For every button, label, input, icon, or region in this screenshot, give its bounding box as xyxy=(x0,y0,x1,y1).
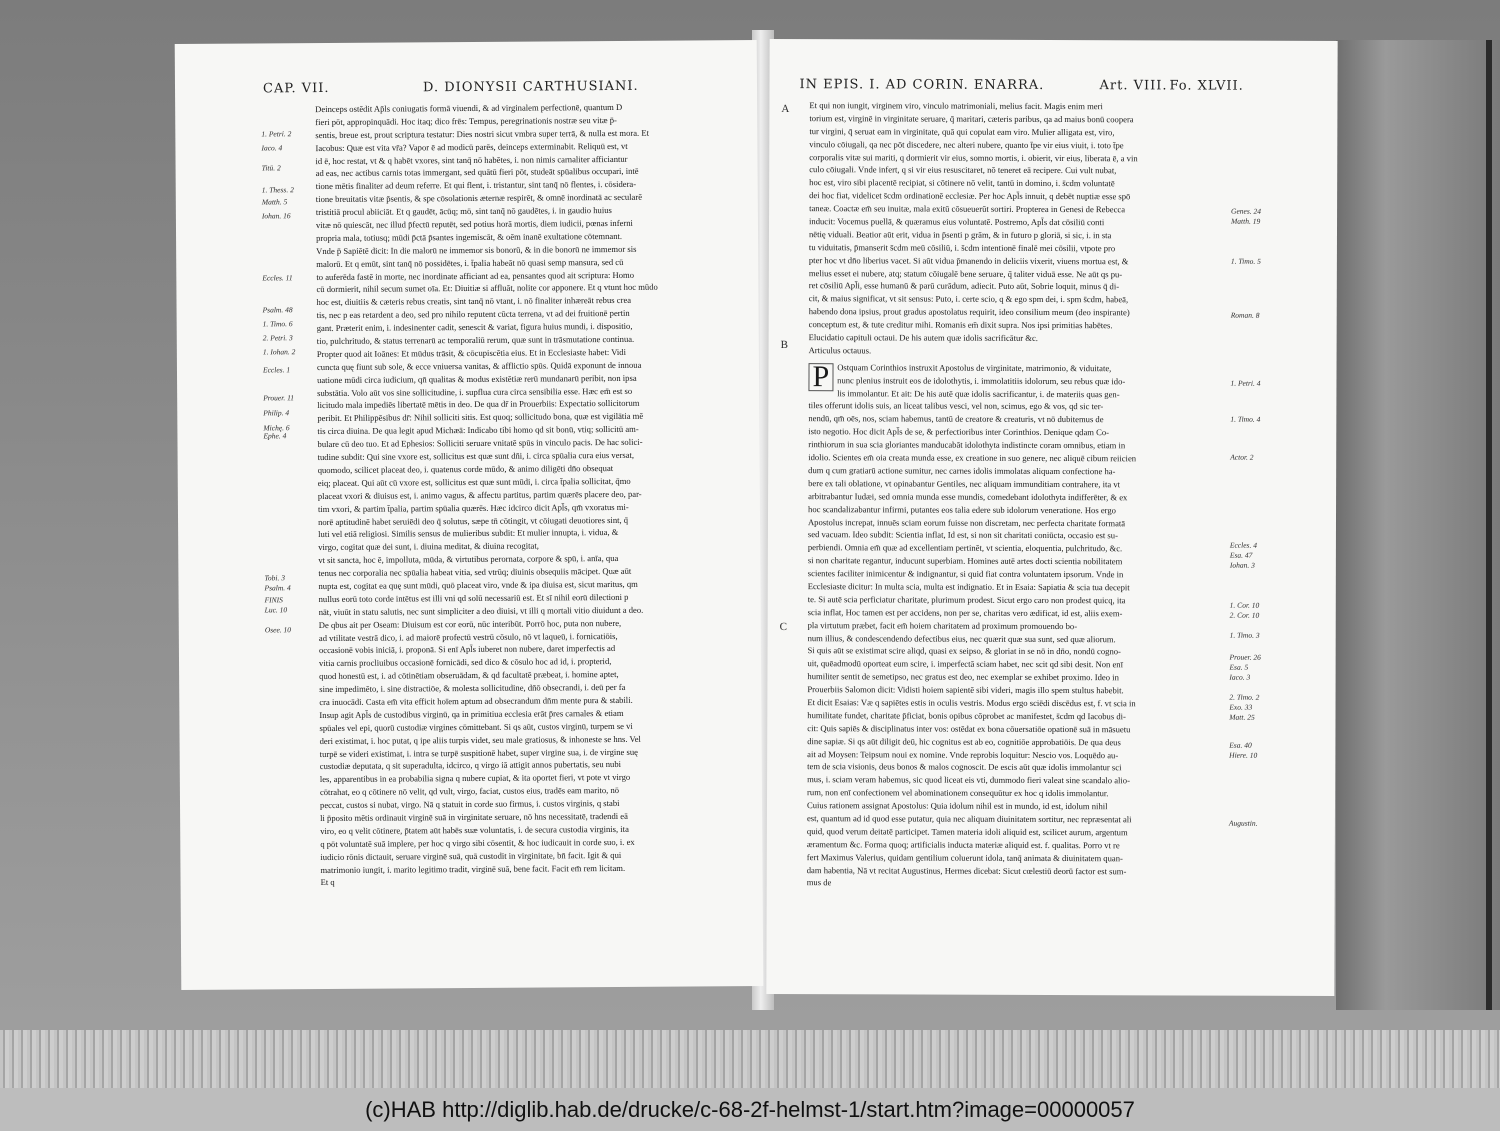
margin-note: Titū. 2 xyxy=(261,163,281,173)
margin-note: 2. Petri. 3 xyxy=(262,333,293,343)
folio-number: Fo. XLVII. xyxy=(1169,78,1244,94)
text-line: rum, non enī confectionem vel abominationem consequūtur ex hoc q idolis immolantur. xyxy=(807,787,1109,799)
text-line: quod honestū est, i. ad cōtinētiam obseruādam, & qd facultatē præbeat, i. homine aptet, xyxy=(319,669,619,682)
text-line: nāt, viuūt in statu salutis, nec sunt simpliciter a deo diuisi, vt illi q mortali vitio diuidunt a deo. xyxy=(318,604,644,617)
margin-note: Matth. 5 xyxy=(261,197,288,207)
text-line: Et qui non iungit, virginem viro, vinculo matrimoniali, melius facit. Magis enim meri xyxy=(809,100,1103,112)
text-line: Vnde p̄ Sapiētē dicit: In die malorū ne immemor sis bonorū, & in die bonorū ne immemor sis xyxy=(316,243,637,256)
text-line: cra inuocādi. Casta em̄ vita efficit hoīem aptum ad obsecrandum dn̄m mente pura & stabili. xyxy=(319,694,633,708)
margin-note: Prouer. 26 xyxy=(1229,652,1261,662)
text-line: uit, quēadmodū oporteat eum scire, i. imperfectā sciam habet, nec scit qd sibi desit. Non enī xyxy=(807,658,1124,670)
margin-note: 1. Timo. 4 xyxy=(1230,414,1261,424)
text-line: ait ad Moysen: Teipsum noui ex nomine. Vnde reprobis loquitur: Nescio vos. Loquēdo au- xyxy=(807,748,1119,760)
text-line: fert Maximus Valerius, quidam gentilium coluerunt idola, tanq̄ animata & diuinitatem quan- xyxy=(806,851,1123,863)
margin-note: 1. Timo. 3 xyxy=(1229,630,1260,640)
text-line: id ē, hoc restat, vt & q habēt vxores, sint tanq̄ nō habētes, i. non nimis carnaliter afficiantur xyxy=(315,153,628,166)
text-line: fieri pōt, appropinquādi. Hoc itaq; dico frēs: Tempus, peregrinationis nostræ seu vitæ p̄- xyxy=(315,114,617,127)
text-line: isto negotio. Hoc dicit Apl̄s de se, & perfectioribus inter Corinthios. Denique qdam Co- xyxy=(808,426,1110,438)
text-line: dam habentia, Nā vt recitat Augustinus, Hermes dicebat: Sicut cœlestiū deorū factor est sum- xyxy=(806,864,1127,876)
margin-note: Psalm. 48 xyxy=(262,305,293,315)
margin-note: Exo. 33 xyxy=(1229,702,1253,712)
scan-artifact xyxy=(0,1030,1500,1088)
text-line: idolio. Scientes em̄ oia creata munda esse, ex creatione in suo genere, nec aliquē cibum reiicien xyxy=(808,452,1137,464)
text-line: Iacobus: Quæ est vita vr̄a? Vapor ē ad modicū parēs, deinceps exterminabit. Reliquū est, vt xyxy=(315,140,628,153)
margin-note: 1. Timo. 6 xyxy=(262,319,293,329)
text-line: placeat vxori & diuisus est, i. animo vagus, & affectu partitus, partim quærēs placere deo, par- xyxy=(317,488,642,501)
text-line: tur virgini, q̄ seruat eam in virginitate, quā qui copulat eam viro. Mulier alligata est, viro, xyxy=(809,125,1115,137)
text-line: les, apparentibus in ea probabilia signa q nubere cupiat, & ita oportet fieri, vt pote vt virgo xyxy=(319,772,631,785)
text-line: cit, & maius significat, vt sit sensus: Puto, i. certe scio, q & ego spm dei, i. spm s̄cdm, habeā, xyxy=(808,293,1129,305)
left-page-text xyxy=(315,100,750,889)
text-line: tione mētis finaliter ad deum referre. Et qui flent, i. tristantur, sint tanq̄ nō flentes, i. cōsidera- xyxy=(315,179,637,192)
margin-note: FINIS xyxy=(264,595,283,605)
text-line: nupta est, cogitat ea quę sunt mūdi, quō placeat viro, vnde & ipa diuisa est, sicut maritus, qm xyxy=(318,578,638,592)
running-title: D. DIONYSII CARTHUSIANI. xyxy=(422,78,639,96)
text-line: sed vacuam. Ideo subdit: Scientia inflat, Id est, si non sit charitati coniūcta, occasio est su- xyxy=(807,529,1118,541)
text-line: licitudo mala impediēs libertatē mētis in deo. De qua dr̄ in Prouerbiis: Expectatio sollicitorum xyxy=(317,398,640,411)
text-line: substātia. Volo aūt vos sine sollicitudine, i. supflua cura circa sensibilia esse. Hæc em̄ est so xyxy=(317,385,633,398)
text-line: sentis, breue est, prout scriptura testatur: Dies nostri sicut vmbra super terrā, & nulla est mora. Et xyxy=(315,127,650,140)
text-line: num illius, & condescendendo defectibus eius, nec quærit quæ sua sunt, sed quæ aliorum. xyxy=(807,632,1116,644)
left-page xyxy=(175,40,764,990)
text-line: tem de scia visionis, deus bonos & malos cognoscit. De escis aūt quæ idolis immolantur sci xyxy=(807,761,1122,773)
text-line: gant. Præterit enim, i. indesinenter cadit, senescit & variat, figura huius mundi, i. dispositio, xyxy=(316,320,633,334)
margin-note: Iaco. 3 xyxy=(1229,672,1251,682)
margin-note: Eccles. 11 xyxy=(262,273,293,283)
margin-note: Osee. 10 xyxy=(264,625,292,635)
margin-note: Iohan. 3 xyxy=(1229,560,1255,570)
text-line: nētię viduali. Beatior aūt erit, vidua in p̄senti p grām, & in futuro p gloriā, si sic, i. in sta xyxy=(808,229,1112,241)
text-line: turpē se videri existimat, i. intra se turpē suspitionē habet, super virgine sua, i. de virgine suę xyxy=(319,746,638,759)
text-line: viro, eo q velit cōtinere, p̄tatem aūt habēs suæ voluntatis, i. de secura custodia virginis, ita xyxy=(320,823,629,836)
text-line: dum q cum gratiarū actione sumitur, nec carnes idolis immolatas aliquam confectione ha- xyxy=(808,465,1116,477)
text-line: arbitrabantur Iudæi, sed omnia munda esse mundis, comedebant idolothyta indifferēter, & ex xyxy=(808,490,1128,502)
text-line: mus de xyxy=(806,877,832,888)
text-line: vitæ nō quiescāt, nec illud p̄fectū reputēt, sed potius horā mortis, diem iudicii, pœnas inferni xyxy=(315,217,633,231)
text-line: Deinceps ostēdit Ap̄ls coniugatis formā viuendi, & ad virginalem perfectionē, quantum D xyxy=(315,101,623,115)
text-line: tim vxori, & partim t̄palia, partim spūalia quærēs. Hæc idcirco dicit Apl̄s, qm̄ vxoratus mi- xyxy=(317,501,629,514)
text-line: tristitiā procul abiiciāt. Et q gaudēt, ācūq; mō, sint tanq̄ nō gaudētes, i. in gaudio huius xyxy=(315,205,612,218)
text-line: matrimonio iungit, i. marito legitimo tradit, virginē suā, bene facit. Facit em̄ rem licitam. xyxy=(320,862,626,875)
text-line: tis circa diuina. De qua legit apud Michæā: Indicabo tibi homo qd sit bonū, vtiq; sollicitū am- xyxy=(317,424,639,437)
section-letter: C xyxy=(779,621,787,634)
text-line: te. Si autē scia perficiatur charitate, plurimum prodest. Sicut ergo caro non prodest quicq, ita xyxy=(807,593,1126,606)
text-line: Ecclesiaste dicitur: In multa scia, multa est indignatio. Et in Esaia: Sapiatia & scia tua decepit xyxy=(807,581,1130,593)
margin-note: Esa. 40 xyxy=(1229,740,1252,750)
text-line: vt sit sancta, hoc ē, impolluta, mūda, & virtutibus perornata, corpore & spū, i. anīa, qua xyxy=(318,553,619,566)
text-line: tudine subdit: Qui sine vxore est, sollicitus est quæ sunt dn̄i, i. circa spūalia cura eius versat, xyxy=(317,449,635,463)
text-line: Prouerbiis Salomon dicit: Vidisti hoiem sapientē sibi videri, magis illo spem stultus habebit. xyxy=(807,684,1124,696)
chapter-label: CAP. VII. xyxy=(262,80,330,97)
text-line: hoc est, diuitiis & cæteris rebus creatis, sint tanq̄ nō vtant, i. nō finaliter inhæreāt rebus crea xyxy=(316,295,632,308)
margin-note: Esa. 5 xyxy=(1229,662,1249,672)
right-page xyxy=(766,39,1337,996)
text-line: Insup agit Apl̄s de custodibus virginū, qa in primitiua ecclesia erāt p̄res carnales & etiam xyxy=(319,707,624,720)
text-line: quid, quod verum deitatē participet. Tamen materia idoli aliquid est, scilicet aurum, argentum xyxy=(806,826,1128,838)
margin-note: Ephe. 4 xyxy=(263,431,287,441)
margin-note: 1. Petri. 4 xyxy=(1230,378,1261,388)
margin-note: Augustin. xyxy=(1228,818,1258,828)
margin-note: Matth. 19 xyxy=(1231,216,1261,226)
margin-note: Iohan. 16 xyxy=(261,211,291,221)
text-line: hoc scandalizabantur infirmi, putantes eos talia edere sub idolorum veneratione. Hos ergo xyxy=(808,503,1116,515)
text-line: luti vel etiā religiosi. Similis sensus de mulieribus subdit: Et mulier innupta, i. vidua, & xyxy=(318,527,619,540)
page-edge xyxy=(1336,40,1500,1010)
margin-note: Actor. 2 xyxy=(1230,452,1254,462)
text-line: pter hoc vt dn̄o liberius vacet. Si aūt vidua p̄manendo in deliciis vixerit, viuens mortua est, & xyxy=(808,254,1129,266)
text-line: eiq; placeat. Qui aūt cū vxore est, sollicitus est quæ sunt mūdi, i. circa t̄palia sollicitat, q̄mo xyxy=(317,475,631,488)
text-line: custodiæ deputata, q sit superadulta, idcirco, q virgo iā attigit annos pubertatis, seu nubi xyxy=(319,759,622,772)
text-line: Et q xyxy=(320,877,335,888)
text-line: dine sapiæ. Si qs aūt diligit deū, hic cognitus est ab eo, cognitiōe approbatiōis. De qua deus xyxy=(807,735,1121,747)
text-line: mus, i. sciam veram habemus, sic quod liceat eis vti, dummodo fieri valeat sine scandalo alio- xyxy=(807,774,1131,786)
text-line: æramentum &c. Forma quoq; artificialis inducta materiæ aliquid est. f. qualitas. Porro vt re xyxy=(806,838,1120,851)
text-line: q pōt voluntatē suā implere, per hoc q virgo sibi cōsentit, & hoc iudicauit in corde suo, i. ex xyxy=(320,836,635,849)
text-line: to auferēda fastē in morte, nec inordinate afficiant ad ea, pensantes quod ait scriptura: Homo xyxy=(316,269,635,282)
margin-note: Philip. 4 xyxy=(263,408,290,418)
chapter-opening xyxy=(807,361,1229,891)
text-line: peccat, custos si nubat, virgo. Nā q statuit in corde suo firmus, i. custos virginis, q stabi xyxy=(319,798,620,811)
text-line: deri existimat, i. hoc putat, q ipe aliis turpis videt, seu male gratiosus, & inhoneste se hns. Vel xyxy=(319,733,641,746)
section-letter: A xyxy=(781,103,790,116)
margin-note: 1. Thess. 2 xyxy=(261,185,294,195)
text-line: Ostquam Corinthios instruxit Apostolus de virginitate, matrimonio, & viduitate, xyxy=(837,362,1112,374)
text-line: inducit: Vocemus puellā, & quæramus eius voluntatē. Postremo, Apl̄s dat cōsiliū conti xyxy=(809,216,1105,228)
section-letter: B xyxy=(780,339,788,352)
text-line: tis, nec p eas retardent a deo, sed pro nihilo reputent cūcta terrena, vt ad dei fruitionē pertin xyxy=(316,308,630,321)
text-line: pla virtutum præbet, facit em̄ hoiem charitatem ad proximum promouendo bo- xyxy=(807,619,1078,631)
text-line: humiliter sentit de semetipso, nec gratus est deo, nec exemplar se exhibet proximo. Ideo in xyxy=(807,671,1119,683)
text-line: Propter quod ait Ioānes: Et mūdus trāsit, & cōcupiscētia eius. Et in Ecclesiaste habet: Vidi xyxy=(316,346,627,359)
text-line: virgo, cogitat quæ dei sunt, i. diuina meditat, & diuina recogitat, xyxy=(318,540,539,553)
text-line: ad vtilitate vestrā dico, i. ad maiorē profectū vestrū cōsulo, nō vt laqueū, i. fornicatiōis, xyxy=(318,630,618,643)
margin-note: Psalm. 4 xyxy=(264,583,291,593)
text-line: bulare cū deo tuo. Et ad Ephesios: Solliciti seruare vnitatē spūs in vinculo pacis. De hac solici- xyxy=(317,436,643,450)
text-line: scia inflat, Hoc tamen est per accidens, non per se, charitas vero ædificat, id est, aliis exem- xyxy=(807,606,1123,618)
text-line: quomodo, scilicet placeat deo, i. quatenus corde mūdo, & animo diligēti dn̄o obsequat xyxy=(317,462,614,475)
margin-note: Eccles. 1 xyxy=(262,365,291,375)
text-line: propria mala, totiusq; mūdi p̄ctā p̄santes ingemiscāt, & oēm inanē exultatione cōtemnant. xyxy=(316,230,623,243)
text-line: cuncta quę fiunt sub sole, & ecce vniuersa vanitas, & afflictio spūs. Quidā exponunt de innoua xyxy=(316,359,642,372)
text-line: nendū, qm̄ oēs, nos, sciam habemus, tantū de creatore & creaturis, vt nō dubitemus de xyxy=(808,413,1104,425)
text-line: scientes faciliter inimicentur & indignantur, si quid fiat contra voluntatem ipsorum. Vnde in xyxy=(807,568,1124,580)
text-line: malorū. Et q emūt, sint tanq̄ nō possidētes, i. t̄palia habeāt nō quasi semp mansura, sed cū xyxy=(316,256,624,269)
text-line: hoc est, viro sibi placentē recipiat, si cōtinere nō velit, tantū in domino, i. s̄cdm voluntatē xyxy=(809,177,1115,189)
margin-note: Prouer. 11 xyxy=(263,393,295,403)
right-page-header xyxy=(769,77,1337,101)
copyright-caption: (c)HAB http://diglib.hab.de/drucke/c-68-2f-helmst-1/start.htm?image=00000057 xyxy=(0,1088,1500,1131)
text-line: habendo dona ipsius, prout gradus apostolatus requirit, ideo consilium meum (deo inspirante) xyxy=(808,306,1130,318)
text-line: torium est, virginē in virginitate seruare, q̄ maritari, cæteris paribus, qa ad maius bonū coopera xyxy=(809,113,1134,125)
text-line: tiles offerunt idolis suis, an liceat talibus vesci, vel non, scimus, ego & vos, qd sic ter- xyxy=(808,400,1104,412)
text-line: cū dormierit, nihil secum sumet oīa. Et: Diuitiæ si affluāt, nolite cor apponere. Et q vtunt hoc mūdo xyxy=(316,282,658,295)
text-line: spūales vel epi, quorū custodiæ virgines cōmittebant. Si qs aūt, custos virginū, turpem se vi xyxy=(319,720,633,733)
margin-note: Luc. 10 xyxy=(264,605,288,615)
text-line: culo cōiugali. Vnde infert, q si vir eius resuscitaret, nō teneret eā recipere. Cui vult nubat, xyxy=(809,164,1117,176)
text-line: iudicio rōnis dictauit, seruare virginē suā, quā custodit in virginitate, bn̄ facit. Igit & qui xyxy=(320,849,622,862)
text-line: est, quantum ad id quod esse putatur, quia nec aliquam diuinitatem sortitur, nec repræsentat ali xyxy=(806,813,1132,825)
text-line: tenus nec corporalia nec spūalia habeat vitia, sed vtrūq; diuinis obsequiis mācipet. Quæ aūt xyxy=(318,565,632,579)
margin-note: 2. Cor. 10 xyxy=(1229,610,1260,620)
text-line: vinculo cōiugali, qa nec pōt discedere, nec alteri nubere, quanto t̄pe vir eius viuit, i. toto t̄pe xyxy=(809,138,1124,150)
margin-note: 1. Cor. 10 xyxy=(1229,600,1260,610)
margin-note: 1. Timo. 5 xyxy=(1230,256,1261,266)
text-line: Articulus octauus. xyxy=(808,345,872,356)
text-line: tione breuitatis vitæ p̄sentis, & spe cōsolationis æternæ respirēt, & omnē inordinatā ac secularē xyxy=(315,192,643,205)
text-line: conceptum est, & tute creditur mihi. Romanis em̄ dixit supra. Nos ipsi primitias habētes. xyxy=(808,319,1113,331)
running-title: IN EPIS. I. AD CORIN. ENARRA. xyxy=(799,77,1045,93)
text-line: humilitate fundet, charitate p̄ficiat, bonis opibus cōprobet ac manifestet, s̄cdm qd Iacobus di- xyxy=(807,710,1126,722)
text-line: melius esset ei nubere, atq; statum cōiugalē bene seruare, q̄ taliter viduā esse. Ne aūt qs pu- xyxy=(808,267,1123,279)
text-line: li p̄posito mētis ordinauit virginē suā in virginitate seruare, nō hns necessitatē, tradendi eā xyxy=(320,810,628,824)
text-line: Et dicit Esaias: Væ q sapiētes estis in oculis vestris. Modus ergo sciēdi discēdus est, f. vt scia in xyxy=(807,697,1136,709)
right-page-text xyxy=(807,99,1230,891)
margin-note: Roman. 8 xyxy=(1230,310,1260,320)
text-line: cōtrahat, eo q cōtinere nō velit, qd vult, virgo, faciat, custos eius, tradēs eam marito, nō xyxy=(319,785,620,798)
article-label: Art. VIII. xyxy=(1099,78,1168,94)
text-line: nunc plenius instruit eos de idolothytis, i. immolatitiis idolorum, seu rebus quæ ido- xyxy=(837,374,1126,386)
text-line: norē aptitudinē habet seruiēdi deo q̄ solutus, sæpe tn̄ cōtingit, vt cōiugati deuotiores sint, q̄ xyxy=(318,514,629,527)
text-line: occasionē vobis iniciā, i. proponā. Si enī Apl̄s iuberet non nubere, daret imperfectis ad xyxy=(318,643,616,656)
margin-note: Eccles. 4 xyxy=(1229,540,1257,550)
text-line: vitia carnis procliuibus occasionē fornicādi, sed dico & cōsulo hoc ad id, i. propterid, xyxy=(318,656,612,669)
text-line: peribit. Et Philippēsibus dr̄: Nihil solliciti sitis. Est quoq; sollicitudo bona, quæ est vigilātia mē xyxy=(317,411,644,424)
text-line: Elucidatio capituli octaui. De his autem quæ idolis sacrificātur &c. xyxy=(808,332,1038,343)
margin-note: Iaco. 4 xyxy=(261,143,283,153)
text-line: Apostolus increpat, innuēs sciam eorum fuisse non discretam, nec perfecta charitate formatā xyxy=(807,516,1126,528)
margin-note: Esa. 47 xyxy=(1229,550,1253,560)
text-line: cit: Quis sapiēs & disciplinatus inter vos: ostēdat ex bona cōuersatiōe opationē suā in māsuetu xyxy=(807,722,1131,735)
text-line: nullus eorū toto corde intētus est illi vni qd solū necessariū est. Et sī nihil eorū dilectioni p xyxy=(318,591,629,604)
text-line: Si quis aūt se existimat scire aliqd, quasi ex seipso, & gloriat in se nō in dn̄o, nondū cogno- xyxy=(807,645,1121,657)
decorated-initial: P xyxy=(808,363,833,391)
text-line: perbiendi. Omnia em̄ quæ ad excellentiam pertinēt, vt scientia, eloquentia, pulchritudo, &c. xyxy=(807,542,1123,554)
text-line: dei hoc fiat, videlicet s̄cdm ordinationē ecclesiæ. Per hoc Apl̄s innuit, q debēt nuptiæ esse spō xyxy=(809,190,1131,202)
margin-note: Michę. 6 xyxy=(263,423,290,433)
text-line: corporalis vitæ sui mariti, q dormierit vir eius, somno mortis, i. obierit, vir eius, liberata ē, a vin xyxy=(809,151,1138,163)
text-line: tio, pulchritudo, & status terrenarū ac temporaliū rerum, quæ sunt in trāsmutatione continua. xyxy=(316,333,635,347)
text-line: ad eas, nec actibus carnis totas immergant, sed quātū fieri pōt, studeāt spūalibus occupari, intē xyxy=(315,166,639,179)
margin-note: 1. Petri. 2 xyxy=(261,129,292,139)
margin-note: Hiere. 10 xyxy=(1229,750,1258,760)
text-line: lis immolantur. Et ait: De his autē quæ idolis sacrificantur, i. de materiis quas gen- xyxy=(837,387,1120,399)
text-line: De qbus ait per Oseam: Diuisum est cor eorū, nūc interibūt. Porrō hoc, puta non nubere, xyxy=(318,617,622,630)
text-line: tu viduitatis, p̄manserit s̄cdm meū cōsiliū, i. s̄cdm intentionē finalē mei cōsilii, vtpote pro xyxy=(808,241,1116,254)
text-line: bere ex tali oblatione, vt opinabantur Gentiles, nec aliquam immunditiam contrahere, ita vt xyxy=(808,477,1121,490)
margin-note: Genes. 24 xyxy=(1231,206,1262,216)
margin-note: Tobi. 3 xyxy=(264,573,286,583)
text-line: uatione mūdi circa iudicium, qn̄ qualitas & modus existētiæ rerū mundanarū peribit, non ipsa xyxy=(317,372,637,385)
margin-note: Matt. 25 xyxy=(1229,712,1255,722)
text-line: ret cōsiliū Apl̄i, esse humanū & parū curādum, adiecit. Puto aūt, Sobrie loquit, minus q̄ di- xyxy=(808,280,1120,292)
text-line: si non charitate regantur, inducunt superbiam. Homines autē artes docti scientia nobilitatem xyxy=(807,555,1123,567)
text-line: sine impedimēto, i. sine distractiōe, & molesta sollicitudine, dn̄ō obsecrandi, i. deū per fa xyxy=(319,681,626,695)
text-line: rinthiorum in sua scia gloriantes manducabāt idolothyta indistincte coram omnibus, etiam in xyxy=(808,439,1126,451)
margin-note: 1. Iohan. 2 xyxy=(262,347,296,357)
margin-note: 2. Timo. 2 xyxy=(1229,692,1260,702)
text-line: taneæ. Coactæ em̄ seu inuitæ, mala exitū cōsueuerūt sortiri. Propterea in Genesi de Rebecca xyxy=(809,203,1126,215)
text-line: Cuius rationem assignat Apostolus: Quia idolum nihil est in mundo, id est, idolum nihil xyxy=(806,800,1108,812)
